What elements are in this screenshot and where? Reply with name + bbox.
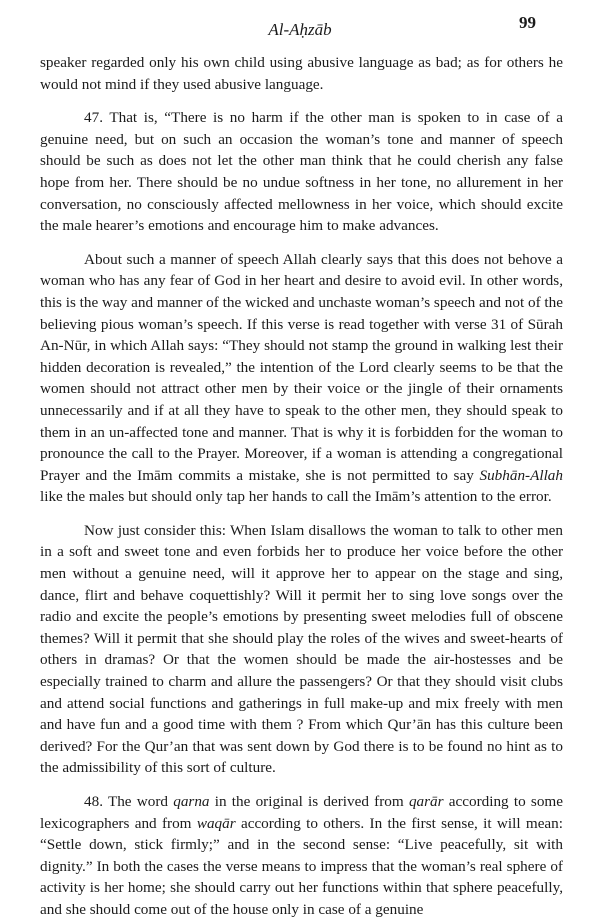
text-segment: according to others. In the first sense, it will mean: “Settle down, stick firmly;” and in the second sense: “Live peacefully, sit with dignity.” In both the cases the verse means to impress that the woman’s real sphere of activity is her home; she should carry out her functions within that sphere peacefully, and she should come out of the house only in case of a genuine (40, 814, 563, 918)
paragraph-note-47 (40, 107, 563, 237)
italic-term-waqar: waqār (196, 814, 236, 832)
text-segment: according to some lexicographers and from (40, 793, 563, 832)
paragraph-now-consider (40, 520, 563, 779)
page-number: 99 (519, 13, 536, 32)
paragraph-manner-of-speech (40, 249, 563, 508)
text-segment: Now just consider this: When Islam disallows the woman to talk to other men in a soft and sweet tone and even forbids her to produce her voice before the other men without a genuine need, will it approve her to appear on the stage and sing, dance, flirt and behave coquettishly? Will it permit her to sing love songs over the radio and excite the people’s emotions by presenting sweet melodies full of obscene themes? Will it permit that she should play the roles of the wives and sweet-hearts of others in dramas? Or that the women should be made the air-hostesses and be especially trained to charm and allure the passengers? Or that they should visit clubs and attend social functions and gatherings in full make-up and mix freely with men and have fun and a good time with them ? From which Qur’ān has this culture been derived? For the Qur’an that was sent down by God there is to be found no hint as to the admissibility of this sort of culture. (40, 521, 563, 777)
body-text (40, 52, 563, 921)
text-segment: 48. The word (84, 793, 174, 810)
text-segment: About such a manner of speech Allah clearly says that this does not behove a woman who has any fear of God in her heart and desire to avoid evil. In other words, this is the way and manner of the wicked and unchaste woman’s speech and not of the believing pious woman’s speech. If this verse is read together with verse 31 of Sūrah An-Nūr, in which Allah says: “They should not stamp the ground in walking lest their hidden decoration is revealed,” the intention of the Lord clearly seems to be that the women should not attract other men by their voice or the jingle of their ornaments unnecessarily and if at all they have to speak to the other men, they should speak to them in an un-affected tone and manner. That is why it is forbidden for the woman to pronounce the call to the Prayer. Moreover, if a woman is attending a congregational Prayer and the Imām commits a mistake, she is not permitted to say (40, 250, 563, 484)
paragraph-continuation (40, 52, 563, 95)
italic-term-subhan-allah: Subhān-Allah (479, 466, 563, 484)
text-segment: speaker regarded only his own child using abusive language as bad; as for others he would not mind if they used abusive language. (40, 54, 563, 93)
italic-term-qarar: qarār (408, 793, 444, 810)
text-segment: in the original is derived from (209, 793, 409, 810)
running-title: Al-Aḥzāb (268, 20, 332, 39)
paragraph-note-48 (40, 791, 563, 921)
italic-term-qarna: qarna (173, 793, 210, 810)
text-segment: like the males but should only tap her hands to call the Imām’s attention to the error. (40, 488, 552, 506)
text-segment: 47. That is, “There is no harm if the other man is spoken to in case of a genuine need, but on such an occasion the woman’s tone and manner of speech should be such as does not let the other man think that he could cherish any false hope from her. There should be no undue softness in her tone, no allurement in her conversation, no consciously affected mellowness in her voice, which should excite the male hearer’s emotions and encourage him to make advances. (40, 109, 563, 235)
